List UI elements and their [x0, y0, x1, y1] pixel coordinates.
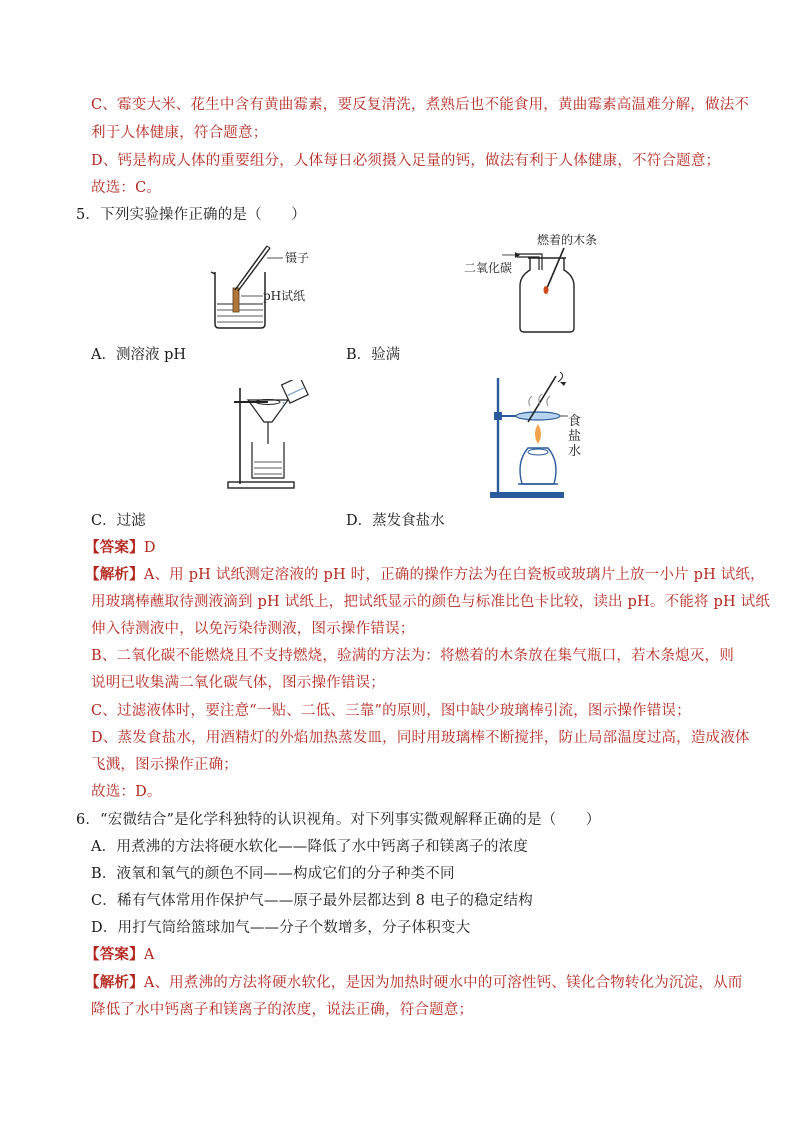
prev-analysis-choice: 故选：C。 — [91, 180, 162, 196]
q6-analysis-line: 降低了水中钙离子和镁离子的浓度，说法正确，符合题意； — [91, 1002, 474, 1018]
label-burning-splint: 燃着的木条 — [537, 233, 598, 247]
q6-answer-tag: 【答案】 — [85, 946, 144, 963]
q5-option-b: B．验满 — [346, 347, 401, 363]
q5-analysis-line: A、用 pH 试纸测定溶液的 pH 时，正确的操作方法为在白瓷板或玻璃片上放一小片 pH 试纸， — [143, 567, 765, 583]
q5-option-c: C．过滤 — [91, 513, 146, 529]
q5-analysis-line: 伸入待测液中，以免污染待测液，图示操作错误； — [91, 621, 415, 637]
figure-filtration — [222, 380, 322, 492]
q5-option-a: A．测溶液 pH — [91, 347, 187, 363]
q5-analysis-row-0 — [85, 565, 765, 585]
q6-option-a: A．用煮沸的方法将硬水软化——降低了水中钙离子和镁离子的浓度 — [91, 839, 528, 855]
q5-analysis-line: 故选：D。 — [91, 784, 162, 800]
prev-analysis-c-line2: 利于人体健康，符合题意； — [91, 125, 268, 141]
q6-analysis-tag: 【解析】 — [85, 974, 144, 991]
label-ph-paper: pH试纸 — [263, 289, 306, 303]
q6-analysis-line: A、用煮沸的方法将硬水软化，是因为加热时硬水中的可溶性钙、镁化合物转化为沉淀，从而 — [143, 975, 743, 991]
q5-analysis-line: D、蒸发食盐水，用酒精灯的外焰加热蒸发皿，同时用玻璃棒不断搅拌，防止局部温度过高，造成液体 — [91, 730, 750, 746]
prev-analysis-d-line: D、钙是构成人体的重要组分，人体每日必须摄入足量的钙，做法有利于人体健康，不符合题意； — [91, 153, 721, 169]
label-tweezers: 镊子 — [285, 251, 310, 265]
q5-analysis-line: 说明已收集满二氧化碳气体，图示操作错误； — [91, 675, 385, 691]
q5-analysis-line: B、二氧化碳不能燃烧且不支持燃烧，验满的方法为：将燃着的木条放在集气瓶口，若木条熄灭，则 — [91, 648, 734, 664]
label-brine-vertical: 食盐水 — [568, 414, 582, 459]
q5-stem: 5．下列实验操作正确的是（ ） — [76, 207, 306, 223]
q5-analysis-line: 用玻璃棒蘸取待测液滴到 pH 试纸上，把试纸显示的颜色与标准比色卡比较，读出 pH。不能将 pH 试纸 — [91, 594, 771, 610]
q6-answer: A — [143, 947, 155, 963]
q5-analysis-line: C、过滤液体时，要注意“一贴、二低、三靠”的原则，图中缺少玻璃棒引流，图示操作错误； — [91, 703, 691, 719]
q6-answer-row — [85, 945, 154, 965]
q6-option-b: B．液氧和氧气的颜色不同——构成它们的分子种类不同 — [91, 866, 455, 882]
figure-co2-test — [462, 228, 602, 336]
q5-analysis-tag: 【解析】 — [85, 566, 144, 583]
q6-stem: 6．“宏微结合”是化学科独特的认识视角。对下列事实微观解释正确的是（ ） — [76, 812, 601, 828]
label-co2: 二氧化碳 — [464, 261, 513, 275]
q5-analysis-line: 飞溅，图示操作正确； — [91, 757, 238, 773]
q5-answer-tag: 【答案】 — [85, 539, 144, 556]
q6-analysis-row-0 — [85, 973, 742, 993]
q6-option-c: C．稀有气体常用作保护气——原子最外层都达到 8 电子的稳定结构 — [91, 893, 533, 909]
q5-option-d: D．蒸发食盐水 — [346, 513, 445, 529]
q5-answer: D — [143, 540, 156, 556]
figure-ph-test — [205, 238, 325, 330]
q5-answer-row — [85, 538, 156, 558]
prev-analysis-c-line1: C、霉变大米、花生中含有黄曲霉素，要反复清洗，煮熟后也不能食用，黄曲霉素高温难分解，做法不 — [91, 97, 750, 113]
q6-option-d: D．用打气筒给篮球加气——分子个数增多，分子体积变大 — [91, 920, 471, 936]
